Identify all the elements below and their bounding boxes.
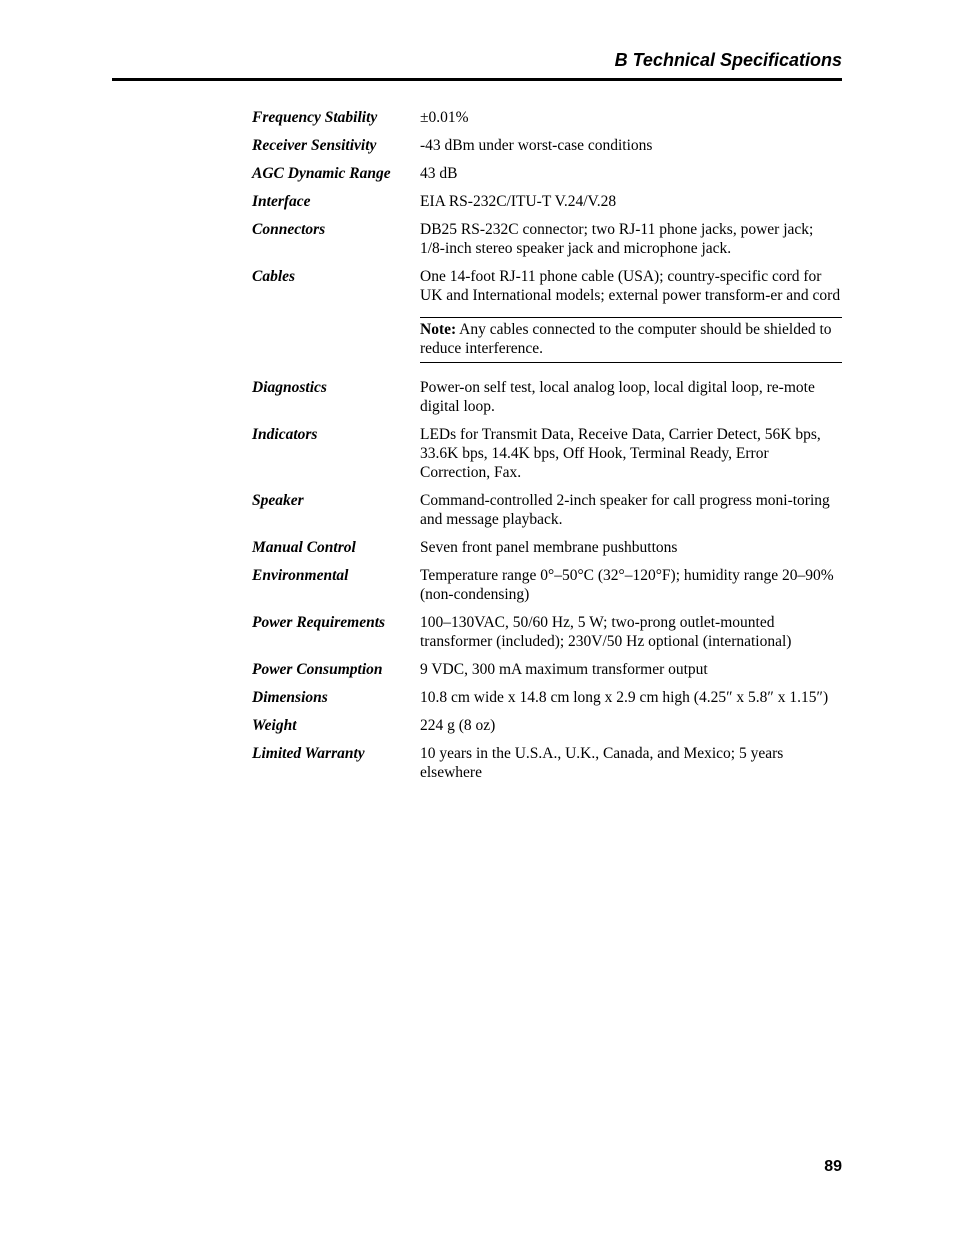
spec-label: Limited Warranty: [252, 745, 365, 762]
spec-label: Dimensions: [252, 689, 328, 706]
spec-label: Cables: [252, 268, 296, 285]
spec-label: Receiver Sensitivity: [252, 137, 377, 154]
spec-value: 10 years in the U.S.A., U.K., Canada, and Mexico; 5 years elsewhere: [420, 745, 784, 781]
spec-value: ±0.01%: [420, 109, 469, 126]
spec-row: [252, 716, 842, 735]
spec-label: Power Requirements: [252, 614, 386, 631]
spec-value: EIA RS-232C/ITU-T V.24/V.28: [420, 193, 617, 210]
spec-label: Power Consumption: [252, 661, 383, 678]
page-number: 89: [824, 1158, 842, 1175]
spec-value: Power-on self test, local analog loop, local digital loop, re-mote digital loop.: [420, 379, 815, 415]
note-lead: Note:: [420, 321, 457, 338]
spec-label: AGC Dynamic Range: [252, 165, 391, 182]
spec-row: [252, 491, 842, 529]
spec-table: [252, 108, 842, 791]
spec-label: Diagnostics: [252, 379, 327, 396]
spec-label: Connectors: [252, 221, 326, 238]
spec-row: [252, 613, 842, 651]
spec-value: LEDs for Transmit Data, Receive Data, Carrier Detect, 56K bps, 33.6K bps, 14.4K bps, Off Hook, Terminal Ready, Error Correction, Fax.: [420, 426, 821, 481]
spec-value: DB25 RS-232C connector; two RJ-11 phone jacks, power jack; 1/8-inch stereo speaker jack and microphone jack.: [420, 221, 814, 257]
spec-row: [252, 164, 842, 183]
spec-label: Speaker: [252, 492, 304, 509]
spec-value: Seven front panel membrane pushbuttons: [420, 539, 678, 556]
note-box: [420, 317, 842, 363]
spec-row: [252, 267, 842, 305]
spec-value: 43 dB: [420, 165, 458, 182]
spec-row: [252, 688, 842, 707]
spec-label: Weight: [252, 717, 297, 734]
spec-row: [252, 744, 842, 782]
spec-row: [252, 136, 842, 155]
spec-label: Indicators: [252, 426, 318, 443]
note-text: Any cables connected to the computer should be shielded to reduce interference.: [420, 321, 832, 357]
spec-row: [252, 566, 842, 604]
spec-row: [252, 108, 842, 127]
page-header: [112, 48, 842, 81]
spec-value: 100–130VAC, 50/60 Hz, 5 W; two-prong outlet-mounted transformer (included); 230V/50 Hz optional (international): [420, 614, 792, 650]
spec-value: Command-controlled 2-inch speaker for call progress moni-toring and message playback.: [420, 492, 830, 528]
spec-label: Manual Control: [252, 539, 356, 556]
spec-value: Temperature range 0°–50°C (32°–120°F); humidity range 20–90% (non-condensing): [420, 567, 834, 603]
spec-row: [252, 538, 842, 557]
spec-row: [252, 378, 842, 416]
spec-value: 9 VDC, 300 mA maximum transformer output: [420, 661, 708, 678]
spec-label: Frequency Stability: [252, 109, 378, 126]
spec-value: 224 g (8 oz): [420, 717, 496, 734]
spec-value: -43 dBm under worst-case conditions: [420, 137, 653, 154]
spec-label: Environmental: [252, 567, 349, 584]
spec-row: [252, 192, 842, 211]
spec-value: 10.8 cm wide x 14.8 cm long x 2.9 cm high (4.25″ x 5.8″ x 1.15″): [420, 689, 829, 706]
spec-label: Interface: [252, 193, 311, 210]
spec-row: [252, 220, 842, 258]
spec-value: One 14-foot RJ-11 phone cable (USA); country-specific cord for UK and International models; external power transform-er and cord: [420, 268, 841, 304]
spec-row: [252, 425, 842, 482]
section-title: B Technical Specifications: [614, 50, 842, 70]
spec-row: [252, 660, 842, 679]
